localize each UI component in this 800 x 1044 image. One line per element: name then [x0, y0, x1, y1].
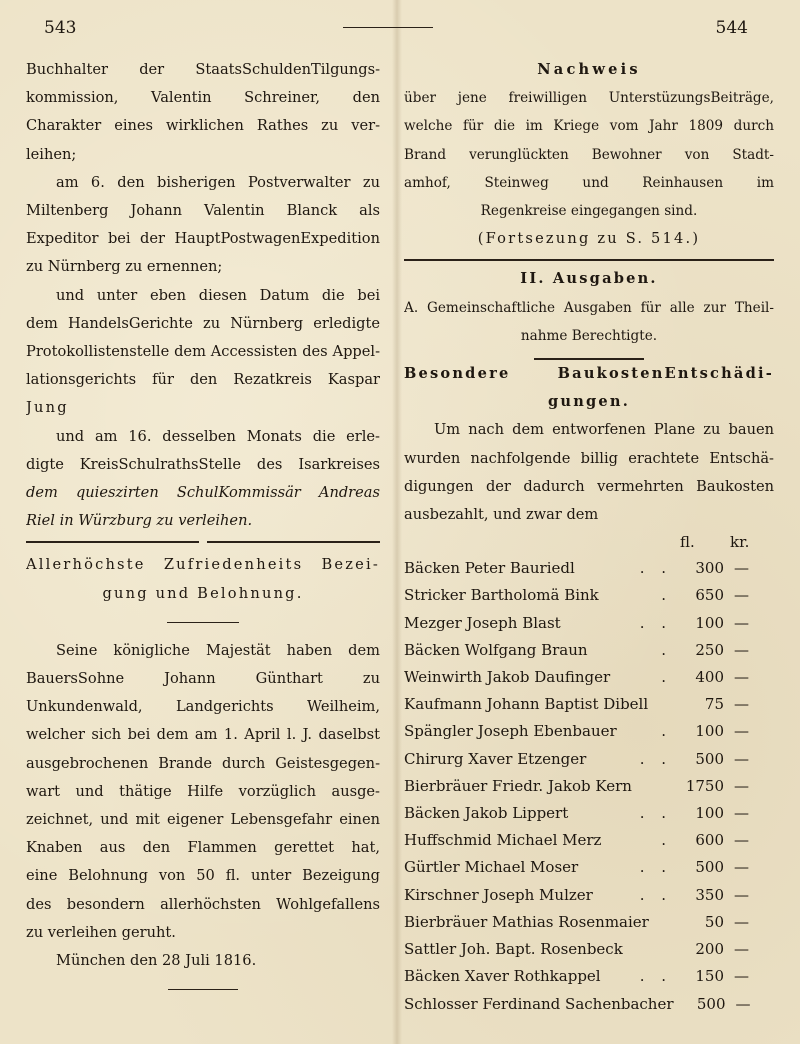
column-header-fl: fl.: [680, 533, 695, 552]
text-line: Protokollistenstelle dem Accessisten des Appel-: [26, 343, 380, 361]
text-line: Buchhalter der StaatsSchuldenTilgungs-: [26, 61, 380, 78]
recipient-name: Weinwirth Jakob Daufinger: [404, 668, 611, 687]
amount-fl: 650: [695, 586, 724, 605]
amount-fl: 350: [695, 885, 724, 904]
text-line: zu Nürnberg zu ernennen;: [26, 258, 223, 276]
amount-fl: 100: [695, 722, 724, 741]
section-heading: II. Ausgaben.: [520, 270, 658, 288]
amount-kr: —: [734, 912, 749, 931]
text-line: Um nach dem entworfenen Plane zu bauen: [434, 421, 774, 439]
text-line: Brand verunglückten Bewohner von Stadt-: [404, 146, 774, 163]
table-row: [404, 991, 774, 1018]
table-row: [404, 854, 774, 881]
recipient-name: Bierbräuer Mathias Rosenmaier: [404, 912, 649, 931]
leader-dots: .: [661, 586, 672, 605]
text-line: welcher sich bei dem am 1. April l. J. daselbst: [26, 726, 380, 744]
text-line: A. Gemeinschaftliche Ausgaben für alle zur Theil-: [404, 299, 774, 316]
amount-fl: 500: [696, 994, 726, 1013]
table-row: [404, 827, 774, 854]
text-line: gungen.: [547, 393, 630, 411]
date-line: München den 28 Juli 1816.: [56, 952, 257, 970]
text-line: digungen der dadurch vermehrten Baukosten: [404, 477, 774, 495]
text-line: ausbezahlt, und zwar dem: [404, 506, 599, 524]
text-line: Miltenberg Johann Valentin Blanck als: [26, 202, 380, 220]
footer-rule: [168, 989, 238, 990]
text-line: wart und thätige Hilfe vorzüglich ausge-: [26, 782, 380, 800]
intro-paragraph: [404, 84, 774, 225]
text-line: digte KreisSchulrathsStelle des Isarkreises: [26, 455, 380, 473]
document-title: Nachweis: [537, 61, 641, 78]
recipient-name: Bierbräuer Friedr. Jakob Kern: [404, 776, 632, 795]
table-row: [404, 936, 774, 963]
recipient-name: Bäcken Wolfgang Braun: [404, 640, 588, 659]
text-line: zu verleihen geruht.: [26, 923, 176, 941]
table-row: [404, 555, 774, 582]
amount-fl: 75: [704, 695, 724, 714]
amount-kr: —: [734, 858, 749, 877]
leader-dots: . .: [639, 559, 672, 578]
header-rule: [343, 27, 433, 28]
table-row: [404, 746, 774, 773]
amount-fl: 600: [695, 831, 724, 850]
recipient-name: Gürtler Michael Moser: [404, 858, 579, 877]
recipient-name: Schlosser Ferdinand Sachenbacher: [404, 994, 674, 1013]
text-line: wurden nachfolgende billig erachtete Entschä-: [404, 449, 774, 467]
amount-fl: 1750: [685, 776, 724, 795]
recipient-name: Kaufmann Johann Baptist Dibell: [404, 695, 649, 714]
section-divider: [26, 541, 380, 543]
left-paragraph-5: [26, 637, 380, 947]
text-line: dem quieszirten SchulKommissär Andreas: [26, 484, 380, 502]
subsection-heading: [404, 294, 774, 350]
section-title-line: gung und Belohnung.: [102, 584, 304, 602]
amount-kr: —: [734, 804, 749, 823]
table-row: [404, 773, 774, 800]
table-row: [404, 963, 774, 990]
table-row: [404, 582, 774, 609]
payment-list: [404, 555, 774, 1017]
text-line: Jung: [26, 399, 69, 417]
text-line: lationsgerichts für den Rezatkreis Kaspar: [26, 371, 380, 389]
left-paragraph-4: [26, 423, 380, 536]
amount-fl: 100: [695, 804, 724, 823]
recipient-name: Stricker Bartholomä Bink: [404, 586, 599, 605]
text-line: des besondern allerhöchsten Wohlgefallens: [26, 895, 380, 913]
table-row: [404, 800, 774, 827]
text-line: Seine königliche Majestät haben dem: [56, 641, 380, 659]
recipient-name: Sattler Joh. Bapt. Rosenbeck: [404, 940, 623, 959]
table-row: [404, 718, 774, 745]
recipient-name: Chirurg Xaver Etzenger: [404, 749, 587, 768]
text-line: und unter eben diesen Datum die bei: [56, 286, 380, 304]
continuation-note: (Fortsezung zu S. 514.): [477, 230, 701, 248]
recipient-name: Bäcken Jakob Lippert: [404, 804, 569, 823]
right-page-number: 544: [715, 18, 748, 38]
leader-dots: .: [661, 668, 672, 687]
amount-kr: —: [734, 967, 749, 986]
book-gutter: [392, 0, 402, 1044]
text-line: dem HandelsGerichte zu Nürnberg erledigte: [26, 314, 380, 332]
text-line: eine Belohnung von 50 fl. unter Bezeigung: [26, 867, 380, 885]
left-page-number: 543: [44, 18, 77, 38]
amount-kr: —: [734, 613, 749, 632]
recipient-name: Mezger Joseph Blast: [404, 613, 561, 632]
amount-kr: —: [734, 722, 749, 741]
text-line: Charakter eines wirklichen Rathes zu ver-: [26, 117, 380, 135]
left-paragraph-1: [26, 56, 380, 169]
table-row: [404, 882, 774, 909]
leader-dots: . .: [639, 858, 672, 877]
recipient-name: Spängler Joseph Ebenbauer: [404, 722, 617, 741]
table-row: [404, 610, 774, 637]
leader-dots: . .: [639, 613, 672, 632]
amount-kr: —: [734, 695, 749, 714]
table-header: [404, 529, 774, 555]
amount-fl: 150: [695, 967, 724, 986]
left-paragraph-3: [26, 282, 380, 423]
amount-fl: 500: [695, 749, 724, 768]
leader-dots: . .: [639, 804, 672, 823]
amount-kr: —: [734, 749, 749, 768]
amount-kr: —: [734, 586, 749, 605]
leader-dots: . .: [639, 749, 672, 768]
leader-dots: . .: [639, 967, 672, 986]
amount-kr: —: [734, 940, 749, 959]
table-row: [404, 909, 774, 936]
leader-dots: .: [661, 640, 672, 659]
text-line: Knaben aus den Flammen gerettet hat,: [26, 839, 380, 857]
column-header-kr: kr.: [730, 533, 750, 552]
amount-kr: —: [734, 640, 749, 659]
amount-kr: —: [735, 994, 751, 1013]
compensation-heading: [404, 360, 774, 416]
recipient-name: Kirschner Joseph Mulzer: [404, 885, 593, 904]
text-line: BauersSohne Johann Günthart zu: [26, 670, 380, 688]
amount-fl: 500: [695, 858, 724, 877]
left-paragraph-2: [26, 169, 380, 282]
table-row: [404, 664, 774, 691]
table-row: [404, 691, 774, 718]
text-line: leihen;: [26, 145, 77, 163]
text-line: kommission, Valentin Schreiner, den: [26, 89, 380, 107]
text-line: zeichnet, und mit eigener Lebensgefahr einen: [26, 811, 380, 829]
text-line: welche für die im Kriege vom Jahr 1809 durch: [404, 118, 774, 135]
amount-kr: —: [734, 776, 749, 795]
short-rule: [167, 622, 239, 623]
text-line: Besondere BaukostenEntschädi-: [404, 365, 774, 383]
left-section-title: [26, 551, 380, 607]
text-line: nahme Berechtigte.: [520, 327, 658, 344]
amount-kr: —: [734, 668, 749, 687]
text-line: am 6. den bisherigen Postverwalter zu: [56, 173, 380, 191]
table-row: [404, 637, 774, 664]
text-line: Riel in Würzburg zu verleihen.: [26, 512, 253, 530]
right-page: [404, 56, 774, 1018]
body-paragraph: [404, 416, 774, 529]
left-page: [26, 56, 380, 990]
amount-fl: 400: [695, 668, 724, 687]
section-title-line: Allerhöchste Zufriedenheits Bezei-: [26, 556, 380, 574]
recipient-name: Bäcken Peter Bauriedl: [404, 559, 575, 578]
text-line: Expeditor bei der HauptPostwagenExpedition: [26, 230, 380, 248]
text-line: und am 16. desselben Monats die erle-: [56, 427, 380, 445]
amount-fl: 300: [695, 559, 724, 578]
text-line: Regenkreise eingegangen sind.: [480, 203, 698, 220]
amount-fl: 250: [695, 640, 724, 659]
amount-kr: —: [734, 831, 749, 850]
recipient-name: Huffschmid Michael Merz: [404, 831, 602, 850]
amount-kr: —: [734, 885, 749, 904]
leader-dots: .: [661, 722, 672, 741]
text-line: über jene freiwilligen UnterstüzungsBeiträge,: [404, 90, 774, 107]
leader-dots: .: [661, 831, 672, 850]
text-line: ausgebrochenen Brande durch Geistesgegen-: [26, 754, 380, 772]
text-line: Unkundenwald, Landgerichts Weilheim,: [26, 698, 380, 716]
recipient-name: Bäcken Xaver Rothkappel: [404, 967, 601, 986]
amount-fl: 100: [695, 613, 724, 632]
amount-fl: 200: [695, 940, 724, 959]
text-line: amhof, Steinweg und Reinhausen im: [404, 174, 774, 191]
leader-dots: . .: [639, 885, 672, 904]
section-divider: [404, 259, 774, 261]
amount-fl: 50: [704, 912, 724, 931]
amount-kr: —: [734, 559, 749, 578]
